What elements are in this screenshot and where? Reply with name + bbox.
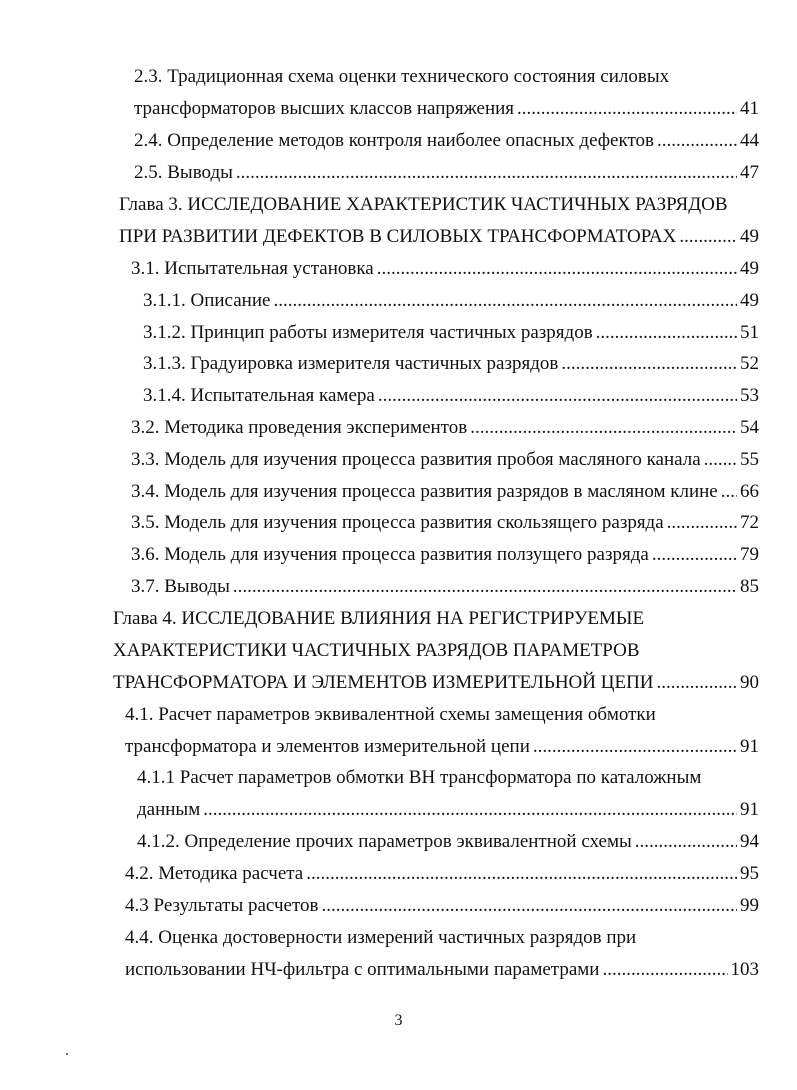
toc-page-number: 103 — [730, 959, 759, 980]
toc-entry-text: 4.1.2. Определение прочих параметров эквивалентной схемы — [137, 831, 632, 852]
toc-entry — [137, 797, 759, 823]
leader-dots — [667, 510, 737, 536]
toc-entry-text: 4.1.1 Расчет параметров обмотки ВН трансформатора по каталожным — [137, 767, 702, 788]
leader-dots — [273, 288, 737, 314]
toc-page-number: 51 — [740, 322, 759, 343]
toc-page-number: 85 — [740, 576, 759, 597]
toc-entry-text: Глава 4. ИССЛЕДОВАНИЕ ВЛИЯНИЯ НА РЕГИСТРИРУЕМЫЕ — [113, 608, 645, 629]
toc-entry — [143, 351, 759, 377]
scan-speck — [66, 1053, 68, 1055]
toc-entry-text: 3.1.3. Градуировка измерителя частичных разрядов — [143, 353, 559, 374]
toc-entry-text: 3.1. Испытательная установка — [131, 258, 374, 279]
toc-entry — [137, 829, 759, 855]
toc-page-number: 52 — [740, 353, 759, 374]
toc-chapter-heading — [113, 638, 640, 664]
leader-dots — [721, 479, 737, 505]
toc-page-number: 99 — [740, 895, 759, 916]
toc-entry-text: 3.4. Модель для изучения процесса развития разрядов в масляном клине — [131, 481, 718, 502]
toc-entry — [131, 574, 759, 600]
leader-dots — [233, 574, 737, 600]
toc-page-number: 44 — [740, 130, 759, 151]
toc-entry-text: Глава 3. ИССЛЕДОВАНИЕ ХАРАКТЕРИСТИК ЧАСТИЧНЫХ РАЗРЯДОВ — [119, 194, 728, 215]
toc-entry — [131, 542, 759, 568]
leader-dots — [635, 829, 737, 855]
leader-dots — [306, 861, 737, 887]
toc-entry — [143, 288, 759, 314]
toc-entry — [134, 96, 759, 122]
toc-entry — [137, 765, 701, 791]
toc-entry-text: 4.3 Результаты расчетов — [125, 895, 319, 916]
leader-dots — [517, 96, 737, 122]
toc-page-number: 53 — [740, 385, 759, 406]
toc-entry-text: 3.7. Выводы — [131, 576, 230, 597]
toc-entry-text: 3.6. Модель для изучения процесса развития ползущего разряда — [131, 544, 649, 565]
toc-entry — [134, 160, 759, 186]
toc-page-number: 94 — [740, 831, 759, 852]
toc-entry-text: 3.1.1. Описание — [143, 290, 271, 311]
toc-page-number: 66 — [740, 481, 759, 502]
toc-entry-text: 3.1.4. Испытательная камера — [143, 385, 375, 406]
toc-chapter-heading — [119, 224, 759, 250]
leader-dots — [321, 893, 737, 919]
toc-entry-text: 4.1. Расчет параметров эквивалентной схемы замещения обмотки — [125, 704, 656, 725]
leader-dots — [652, 542, 737, 568]
leader-dots — [679, 224, 737, 250]
toc-entry-text: 4.4. Оценка достоверности измерений частичных разрядов при — [125, 927, 637, 948]
toc-page-number: 90 — [740, 672, 759, 693]
toc-page-number: 55 — [740, 449, 759, 470]
leader-dots — [203, 797, 737, 823]
toc-entry — [143, 383, 759, 409]
toc-entry — [131, 256, 759, 282]
toc-entry-text: 3.2. Методика проведения экспериментов — [131, 417, 468, 438]
toc-entry — [134, 64, 669, 90]
toc-entry — [131, 510, 759, 536]
toc-chapter-heading — [113, 670, 759, 696]
toc-entry-text: трансформаторов высших классов напряжения — [134, 98, 515, 119]
leader-dots — [561, 351, 737, 377]
toc-chapter-heading — [113, 606, 644, 632]
toc-entry-text: 3.3. Модель для изучения процесса развития пробоя масляного канала — [131, 449, 701, 470]
toc-page-number: 49 — [740, 226, 759, 247]
toc-entry-text: 3.1.2. Принцип работы измерителя частичных разрядов — [143, 322, 593, 343]
toc-entry — [143, 320, 759, 346]
toc-entry-text: 4.2. Методика расчета — [125, 863, 304, 884]
toc-entry-text: 2.3. Традиционная схема оценки технического состояния силовых — [134, 66, 670, 87]
leader-dots — [596, 320, 737, 346]
toc-entry — [131, 479, 759, 505]
leader-dots — [236, 160, 737, 186]
toc-page-number: 91 — [740, 799, 759, 820]
toc-page-number: 49 — [740, 258, 759, 279]
toc-entry — [131, 447, 759, 473]
toc-entry-text: трансформатора и элементов измерительной цепи — [125, 736, 530, 757]
leader-dots — [704, 447, 737, 473]
toc-entry — [125, 925, 636, 951]
toc-entry — [125, 957, 759, 983]
toc-entry-text: ПРИ РАЗВИТИИ ДЕФЕКТОВ В СИЛОВЫХ ТРАНСФОРМАТОРАХ — [119, 226, 677, 247]
toc-page-number: 54 — [740, 417, 759, 438]
toc-entry — [125, 861, 759, 887]
leader-dots — [657, 128, 737, 154]
page-number: 3 — [394, 1012, 403, 1029]
toc-entry — [125, 734, 759, 760]
toc-entry-text: данным — [137, 799, 201, 820]
leader-dots — [470, 415, 737, 441]
toc-entry — [125, 702, 656, 728]
leader-dots — [657, 670, 737, 696]
toc-entry-text: 2.4. Определение методов контроля наиболее опасных дефектов — [134, 130, 654, 151]
toc-page-number: 72 — [740, 512, 759, 533]
toc-page-number: 91 — [740, 736, 759, 757]
toc-entry-text: использовании НЧ-фильтра с оптимальными параметрами — [125, 959, 600, 980]
toc-page-number: 49 — [740, 290, 759, 311]
toc-entry-text: ХАРАКТЕРИСТИКИ ЧАСТИЧНЫХ РАЗРЯДОВ ПАРАМЕТРОВ — [113, 640, 640, 661]
toc-page-number: 95 — [740, 863, 759, 884]
toc-entry — [125, 893, 759, 919]
toc-entry-text: ТРАНСФОРМАТОРА И ЭЛЕМЕНТОВ ИЗМЕРИТЕЛЬНОЙ ЦЕПИ — [113, 672, 654, 693]
toc-entry — [134, 128, 759, 154]
leader-dots — [602, 957, 727, 983]
leader-dots — [378, 383, 737, 409]
toc-chapter-heading — [119, 192, 728, 218]
toc-entry-text: 2.5. Выводы — [134, 162, 233, 183]
toc-page-number: 79 — [740, 544, 759, 565]
toc-entry — [131, 415, 759, 441]
leader-dots — [533, 734, 737, 760]
toc-entry-text: 3.5. Модель для изучения процесса развития скользящего разряда — [131, 512, 664, 533]
toc-page-number: 47 — [740, 162, 759, 183]
toc-page-number: 41 — [740, 98, 759, 119]
leader-dots — [377, 256, 737, 282]
